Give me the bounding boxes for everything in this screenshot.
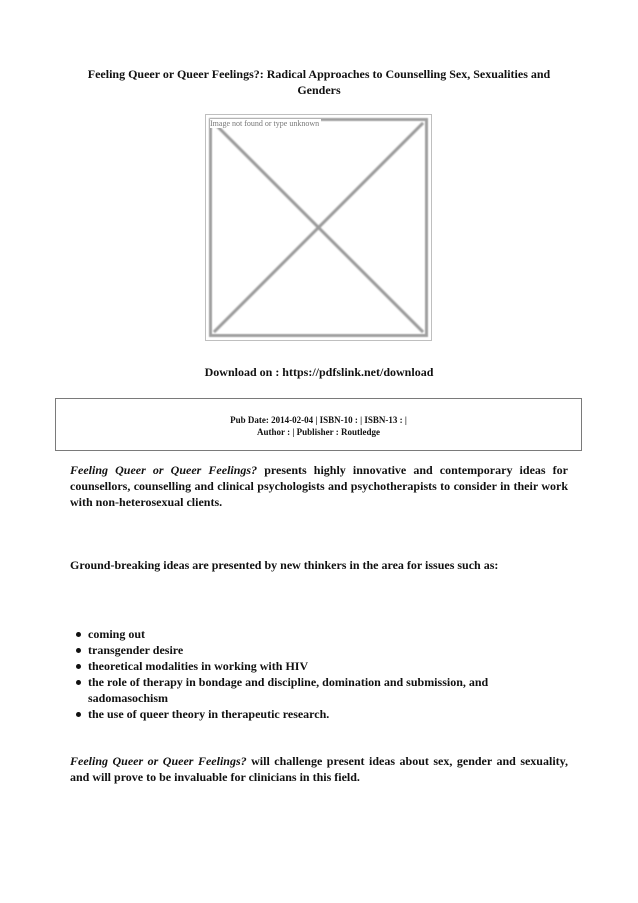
closing-paragraph xyxy=(70,753,568,785)
cover-alt-text: Image not found or type unknown xyxy=(210,119,320,128)
metadata-line-2: Author : | Publisher : Routledge xyxy=(257,427,380,437)
metadata-line-1: Pub Date: 2014-02-04 | ISBN-10 : | ISBN-13 : | xyxy=(230,415,407,425)
topics-list xyxy=(70,626,568,722)
bullet-icon xyxy=(76,648,81,653)
download-link[interactable]: Download on : https://pdfslink.net/download xyxy=(204,365,434,379)
list-item xyxy=(70,626,568,642)
closing-text: will challenge present ideas about sex, gender and sexuality, and will prove to be invaluable for clinicians in this field. xyxy=(70,754,568,784)
description-text: presents highly innovative and contemporary ideas for counsellors, counselling and clinical psychologists and psychotherapists to consider in their work with non-heterosexual clients. xyxy=(70,463,568,509)
metadata-box xyxy=(55,398,582,451)
list-item xyxy=(70,706,568,722)
description-paragraph xyxy=(70,462,568,510)
list-item-text: the use of queer theory in therapeutic research. xyxy=(88,707,330,721)
bullet-icon xyxy=(76,680,81,685)
list-item-text: theoretical modalities in working with HIV xyxy=(88,659,309,673)
list-item-text: the role of therapy in bondage and discipline, domination and submission, and sadomasochism xyxy=(88,675,489,705)
broken-image-icon xyxy=(206,115,431,340)
list-item-text: coming out xyxy=(88,627,145,641)
list-item xyxy=(70,642,568,658)
cover-image-placeholder xyxy=(205,114,432,341)
intro-paragraph: Ground-breaking ideas are presented by new thinkers in the area for issues such as: xyxy=(70,558,499,572)
bullet-icon xyxy=(76,664,81,669)
book-title-italic: Feeling Queer or Queer Feelings? xyxy=(70,754,247,768)
metadata-text xyxy=(56,414,581,438)
book-title-italic: Feeling Queer or Queer Feelings? xyxy=(70,463,258,477)
bullet-icon xyxy=(76,632,81,637)
bullet-icon xyxy=(76,712,81,717)
list-item xyxy=(70,674,568,706)
document-title: Feeling Queer or Queer Feelings?: Radical Approaches to Counselling Sex, Sexualities and Genders xyxy=(87,67,551,97)
list-item xyxy=(70,658,568,674)
list-item-text: transgender desire xyxy=(88,643,184,657)
